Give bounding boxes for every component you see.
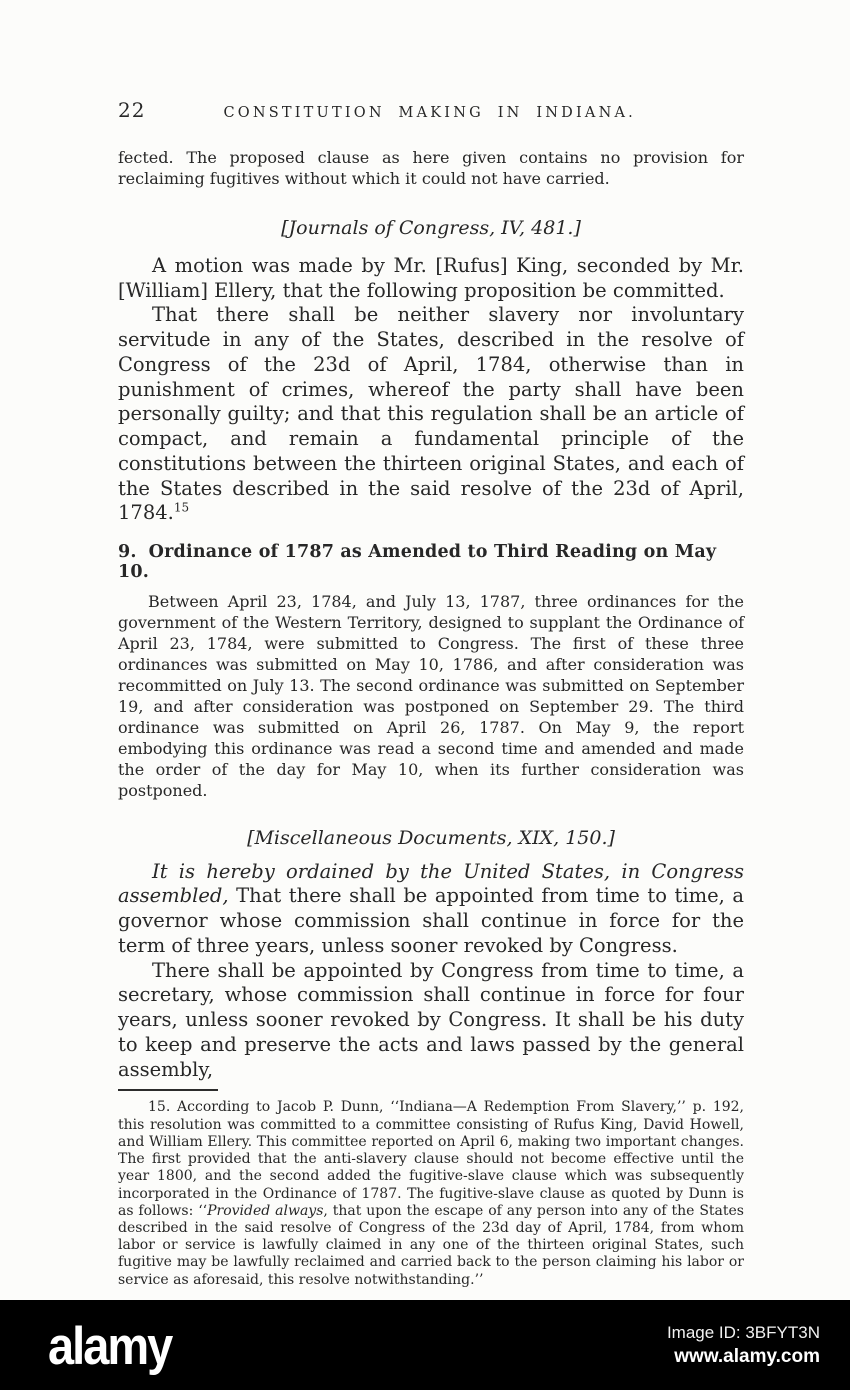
watermark-bar [0,1300,850,1390]
paragraph-resolve-text: That there shall be neither slavery nor involuntary servitude in any of the States, described in the resolve of Congress of the 23d of April, 1784, otherwise than in punishment of crimes, whereof the party shall have been personally guilty; and that this regulation shall be an article of compact, and remain a fundamental principle of the constitutions between the thirteen original States, and each of the States described in the said resolve of the 23d of April, 1784. [118,303,744,525]
footnote-divider [118,1089,218,1091]
footnote-15-italic: Provided always [207,1202,324,1219]
alamy-url: www.alamy.com [674,1345,820,1367]
section-heading [118,542,744,582]
paragraph-ordained-roman: That there shall be appointed from time to time, a governor whose commission shall continue in force for the term of three years, unless sooner revoked by Congress. [118,884,744,957]
paragraph-ordinances-note: Between April 23, 1784, and July 13, 1787, three ordinances for the government of the Western Territory, designed to supplant the Ordinance of April 23, 1784, were submitted to Congress. The first of these three ordinances was submitted on May 10, 1786, and after consideration was recommitted on July 13. The second ordinance was submitted on September 19, and after consideration was postponed on September 29. The third ordinance was submitted on April 26, 1787. On May 9, the report embodying this ordinance was read a second time and amended and made the order of the day for May 10, when its further consideration was postponed. [118,592,744,800]
paragraph-secretary: There shall be appointed by Congress from time to time, a secretary, whose commission shall continue in force for four years, unless sooner revoked by Congress. It shall be his duty to keep and preserve the acts and laws passed by the general assembly, [118,958,744,1081]
citation-miscellaneous-documents: [Miscellaneous Documents, XIX, 150.] [247,826,615,849]
image-id-label: Image ID: 3BFYT3N [666,1322,820,1342]
footnote-15-text-2: , that upon the escape of any person into any of the States described in the said resolve of Congress of the 23d day of April, 1784, from whom labor or service is lawfully claimed in any one of the thirteen original States, such fugitive may be lawfully reclaimed and carried back to the person claiming his labor or service as aforesaid, this resolve notwithstanding.’’ [118,1202,744,1288]
paragraph-continuation: fected. The proposed clause as here given contains no provision for reclaiming fugitives without which it could not have carried. [118,148,744,188]
alamy-logo: alamy [48,1315,172,1375]
paragraph-ordained [118,860,744,959]
citation-journals-of-congress: [Journals of Congress, IV, 481.] [281,216,581,239]
paragraph-ordained-italic: It is hereby ordained by the United States, in Congress assembled, [118,859,744,908]
page-header [118,98,744,122]
paragraph-resolve [118,303,744,526]
footnote-15-text-1: 15. According to Jacob P. Dunn, ‘‘Indiana—A Redemption From Slavery,’’ p. 192, this resolution was committed to a committee consisting of Rufus King, David Howell, and William Ellery. This committee reported on April 6, making two important changes. The first provided that the anti-slavery clause should not become effective until the year 1800, and the second added the fugitive-slave clause which was subsequently incorporated in the Ordinance of 1787. The fugitive-slave clause as quoted by Dunn is as follows: ‘‘ [118,1099,744,1219]
footnote-15 [118,1099,744,1288]
footnote-reference-15: 15 [173,500,190,515]
running-title: CONSTITUTION MAKING IN INDIANA. [223,105,636,121]
page-number: 22 [118,98,146,122]
paragraph-motion: A motion was made by Mr. [Rufus] King, seconded by Mr. [William] Ellery, that the following proposition be committed. [118,253,744,302]
section-heading-title: Ordinance of 1787 as Amended to Third Reading on May 10. [118,542,717,583]
section-heading-number: 9. [118,542,137,563]
watermark-info [667,1323,820,1368]
